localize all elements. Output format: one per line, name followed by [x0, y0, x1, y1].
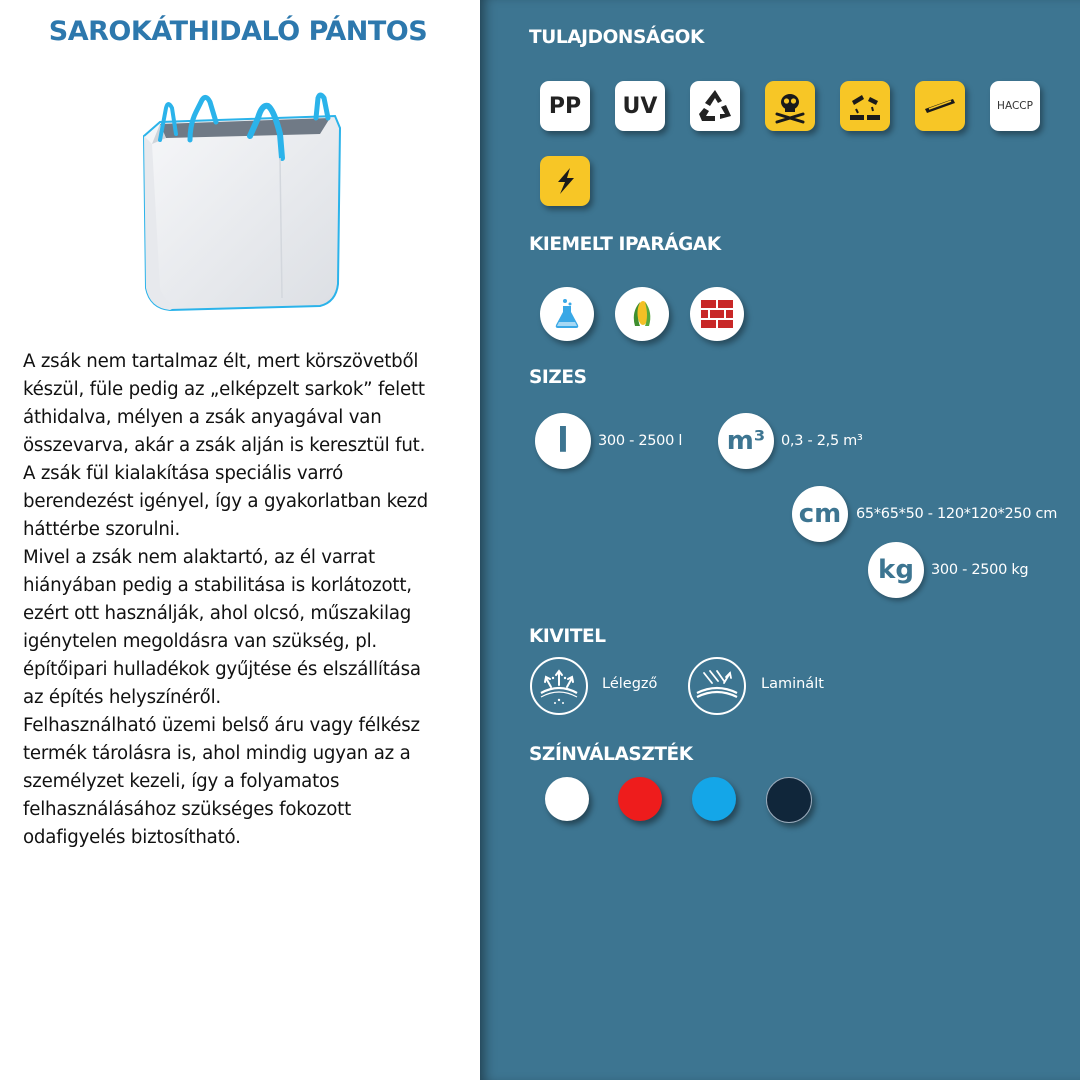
corrosive-icon [840, 81, 890, 131]
product-title: SAROKÁTHIDALÓ PÁNTOS [48, 16, 428, 47]
liter-icon: l [535, 413, 591, 469]
cubic-meter-icon: m³ [718, 413, 774, 469]
description-line: berendezést igényel, így a gyakorlatban kezd [23, 491, 428, 512]
color-swatch-dark[interactable] [766, 777, 812, 823]
chemistry-flask-icon [540, 287, 594, 341]
recycle-icon [690, 81, 740, 131]
sizes-heading: SIZES [529, 367, 587, 388]
description-line: áthidalva, mélyen a zsák anyagával van [23, 407, 382, 428]
description-line: összevarva, akár a zsák alján is keresztül fut. [23, 435, 426, 456]
centimeter-icon: cm [792, 486, 848, 542]
breathable-label: Lélegző [602, 676, 658, 692]
description-line: az építés helyszínéről. [23, 687, 222, 708]
uv-icon: UV [615, 81, 665, 131]
description-line: személyzet kezeli, így a folyamatos [23, 771, 340, 792]
description-line: A zsák fül kialakítása speciális varró [23, 463, 344, 484]
product-description [23, 348, 463, 852]
description-line: Mivel a zsák nem alaktartó, az él varrat [23, 547, 375, 568]
product-description-panel [0, 0, 480, 1080]
design-heading: KIVITEL [529, 626, 606, 647]
laminated-label: Laminált [761, 676, 824, 692]
big-bag-image [130, 88, 350, 318]
description-line: háttérbe szorulni. [23, 519, 181, 540]
pp-icon: PP [540, 81, 590, 131]
agriculture-corn-icon [615, 287, 669, 341]
construction-brick-icon [690, 287, 744, 341]
sharp-blade-icon [915, 81, 965, 131]
description-line: igénytelen megoldásra van szükség, pl. [23, 631, 378, 652]
laminated-icon [688, 657, 746, 715]
haccp-icon: HACCP [990, 81, 1040, 131]
color-swatch-red[interactable] [618, 777, 662, 821]
volume-m3-value: 0,3 - 2,5 m³ [781, 433, 863, 449]
dimensions-value: 65*65*50 - 120*120*250 cm [856, 506, 1058, 522]
kilogram-icon: kg [868, 542, 924, 598]
toxic-skull-icon [765, 81, 815, 131]
color-swatch-blue[interactable] [692, 777, 736, 821]
description-line: termék tárolásra is, ahol mindig ugyan az a [23, 743, 411, 764]
description-line: ezért ott használják, ahol olcsó, műszakilag [23, 603, 412, 624]
description-line: felhasználásához szükséges fokozott [23, 799, 352, 820]
electric-lightning-icon [540, 156, 590, 206]
colors-heading: SZÍNVÁLASZTÉK [529, 744, 693, 765]
description-line: építőipari hulladékok gyűjtése és elszállítása [23, 659, 421, 680]
color-swatch-white[interactable] [545, 777, 589, 821]
properties-heading: TULAJDONSÁGOK [529, 27, 704, 48]
industries-heading: KIEMELT IPARÁGAK [529, 234, 721, 255]
description-line: hiányában pedig a stabilitása is korlátozott, [23, 575, 412, 596]
weight-value: 300 - 2500 kg [931, 562, 1029, 578]
volume-liter-value: 300 - 2500 l [598, 433, 683, 449]
description-line: A zsák nem tartalmaz élt, mert körszövetből [23, 351, 419, 372]
breathable-icon [530, 657, 588, 715]
description-line: Felhasználható üzemi belső áru vagy félkész [23, 715, 420, 736]
description-line: készül, füle pedig az „elképzelt sarkok” felett [23, 379, 425, 400]
description-line: odafigyelés biztosítható. [23, 827, 241, 848]
